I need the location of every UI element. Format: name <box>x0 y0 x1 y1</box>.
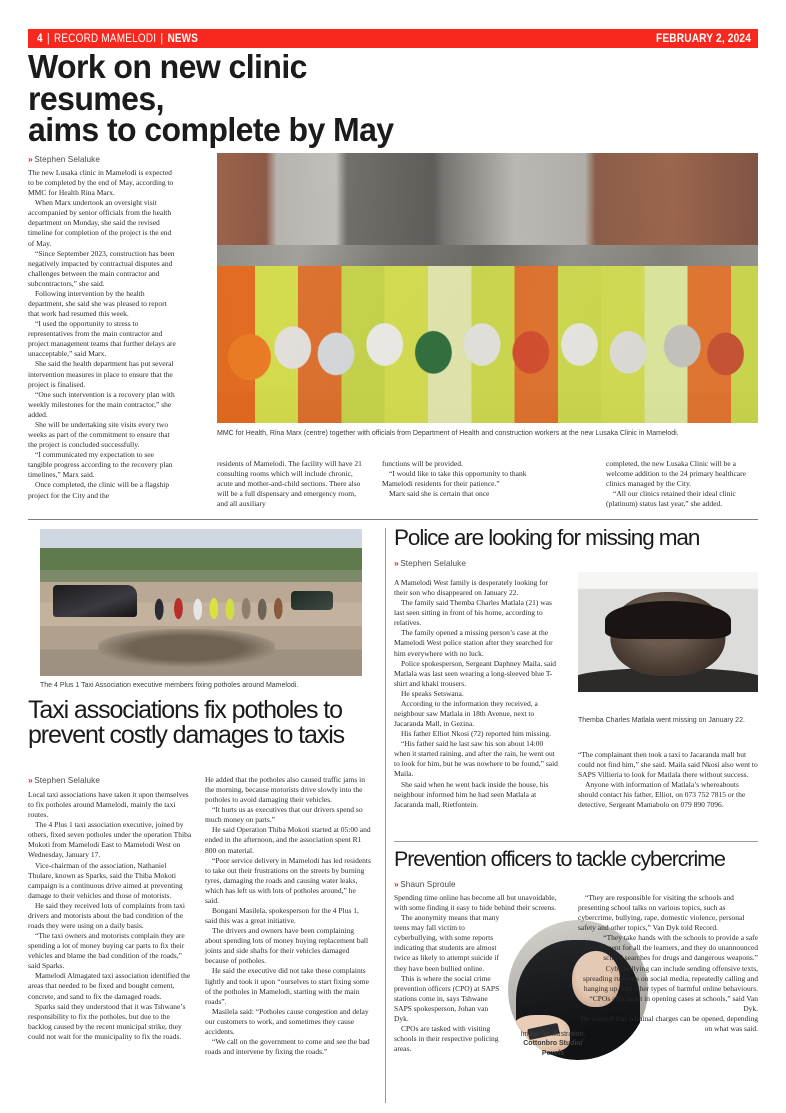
paragraph: He added that the potholes also caused traffic jams in the morning, because motorists drive slowly into the potholes to avoid damaging their vehicles. <box>205 775 366 805</box>
page-number: 4 <box>37 32 43 45</box>
paragraph: “I would like to take this opportunity to thank Mamelodi residents for their patience.” <box>382 469 527 489</box>
paragraph: “CPOs also assist in opening cases at schools,” said Van Dyk. <box>589 993 758 1013</box>
masthead-left <box>37 33 198 45</box>
byline-arrow-icon: » <box>28 775 32 785</box>
paragraph: Bongani Masilela, spokesperson for the 4 Plus 1, said this was a great initiative. <box>205 906 359 926</box>
missing-man-photo <box>578 572 758 692</box>
paragraph: The new Lusaka clinic in Mamelodi is expected to be completed by the end of May, according to MMC for Health Rina Marx. <box>28 168 174 198</box>
paragraph: “Since September 2023, construction has been negatively impacted by contractual disputes and challenges between the main contractor and subcontractors,” she said. <box>28 248 175 288</box>
taxi-headline-line2: prevent costly damages to taxis <box>28 721 345 749</box>
paragraph: He warned that criminal charges can be opened, depending on what was said. <box>580 1013 758 1034</box>
taxi-headline-line1: Taxi associations fix potholes to <box>28 696 342 724</box>
section-name: NEWS <box>167 32 198 45</box>
paragraph: residents of Mamelodi. The facility will have 21 consulting rooms which will include chronic, acute and mother-and-child sections. There also will be a full dispensary and emergency room, and all auxiliary <box>217 459 362 509</box>
cyber-credit-line2: Cottonbro Studio/ <box>523 1040 583 1048</box>
taxi-column-1 <box>28 790 192 1042</box>
missing-column-2 <box>578 750 758 810</box>
issue-date: FEBRUARY 2, 2024 <box>655 32 751 45</box>
taxi-byline <box>28 775 100 785</box>
paragraph: Police spokesperson, Sergeant Daphney Maila, said Matlala was last seen wearing a long-sleeved blue T-shirt and khaki trousers. <box>394 658 557 688</box>
publication-name: RECORD MAMELODI <box>54 32 157 45</box>
paragraph: His father Elliot Nkosi (72) reported him missing. <box>401 729 551 739</box>
paragraph: Spending time online has become all but unavoidable, with some finding it easy to hide behind their screens. <box>394 893 557 913</box>
clinic-column-4 <box>606 459 758 509</box>
cyber-column-2 <box>578 893 758 1034</box>
paragraph: Vice-chairman of the association, Nathaniel Thulare, known as Sparks, said the Thiba Mokoti campaign is a continuous drive aimed at preventing damage to their vehicles and those of motorists. <box>28 860 183 900</box>
paragraph: “It hurts us as executives that our drivers spend so much money on parts.” <box>205 805 363 825</box>
paragraph: “His father said he last saw his son about 14:00 when it started raining, and after the rain, he went out to look for him, but he was nowhere to be found,” said Maila. <box>394 739 558 779</box>
paragraph: She said the health department has put several intervention measures in place to ensure that the project is finalised. <box>28 359 174 389</box>
cyber-photo-credit <box>498 1030 608 1058</box>
missing-photo-topbar <box>578 572 758 588</box>
paragraph: He speaks Setswana. <box>401 688 464 698</box>
paragraph: The drivers and owners have been complaining about spending lots of money buying replacement ball joints and side shafts for their vehicles damaged because of potholes. <box>205 926 369 966</box>
missing-headline: Police are looking for missing man <box>394 525 700 550</box>
cyber-credit-line3: Pexels <box>541 1049 565 1057</box>
paragraph: This is where the social crime prevention officers (CPO) at SAPS stations come in, says Tshwane SAPS spokesperson, Johan van Dyk. <box>394 973 500 1023</box>
paragraph: The 4 Plus 1 taxi association executive, joined by others, fixed seven potholes under the operation Thiba Mokoti from Mamelodi East to Mamelodi West on Wednesday, January 17. <box>28 820 192 860</box>
byline-arrow-icon: » <box>394 558 398 568</box>
paragraph: The anonymity means that many teens may fall victim to cyberbullying, with some reports indicating that students are almost twice as likely to attempt suicide if they have been bullied online. <box>394 913 500 973</box>
cyber-byline-name: Shaun Sproule <box>400 880 456 889</box>
taxi-photo <box>40 529 362 676</box>
missing-photo-hair <box>605 601 731 639</box>
clinic-byline-name: Stephen Selaluke <box>34 155 101 164</box>
vertical-divider-center <box>385 528 386 1103</box>
masthead-separator-1: | <box>46 32 50 45</box>
missing-photo-caption: Themba Charles Matlala went missing on January 22. <box>578 717 745 724</box>
paragraph: He said they received lots of complaints from taxi drivers and motorists about the bad condition of the roads they were using on a daily basis. <box>28 900 185 931</box>
paragraph: Anyone with information of Matlala’s whereabouts should contact his father, Elliot, on 073 752 7815 or the detective, Sergeant Mamabolo on 079 890 7096. <box>578 780 746 810</box>
paragraph: functions will be provided. <box>382 459 463 468</box>
paragraph: A Mamelodi West family is desperately looking for their son who disappeared on January 22. <box>394 578 549 598</box>
taxi-column-2 <box>205 775 371 1057</box>
paragraph: CPOs are tasked with visiting schools in their respective policing areas. <box>394 1024 499 1054</box>
paragraph: “The complainant then took a taxi to Jacaranda mall but could not find him,” she said. Maila said Nkosi also went to SAPS Villieria to look for Matlala there without success. <box>578 750 758 780</box>
paragraph: “Poor service delivery in Mamelodi has led residents to take out their frustrations on the streets by burning tyres, damaging the roads and causing water leaks, which has left us with lots of potholes around,” he said. <box>205 855 371 905</box>
clinic-column-3 <box>382 459 532 499</box>
clinic-photo <box>217 153 758 423</box>
paragraph: The family opened a missing person’s case at the Mamelodi West police station after they searched for him everywhere with no luck. <box>394 628 553 658</box>
paragraph: “I used the opportunity to stress to representatives from the main contractor and project management teams that further delays are unacceptable,” said Marx. <box>28 319 176 359</box>
taxi-photo-caption: The 4 Plus 1 Taxi Association executive members fixing potholes around Mamelodi. <box>40 682 299 689</box>
paragraph: Following intervention by the health department, she said she was pleased to report that work had resumed this week. <box>28 288 167 319</box>
clinic-byline <box>28 154 100 164</box>
paragraph: Local taxi associations have taken it upon themselves to fix potholes around Mamelodi, mainly the taxi routes. <box>28 790 189 820</box>
masthead-bar <box>28 29 758 48</box>
clinic-photo-caption: MMC for Health, Rina Marx (centre) together with officials from Department of Health and construction workers at the new Lusaka Clinic in Mamelodi. <box>217 430 679 437</box>
paragraph: According to the information they received, a neighbour saw Matlala in 18th Avenue, next to Jacaranda Mall, in Gezina. <box>394 698 538 729</box>
paragraph: The family said Themba Charles Matlala (21) was last seen sitting in front of his home, according to relatives. <box>394 598 552 628</box>
clinic-photo-ground <box>217 391 758 423</box>
paragraph: Masilela said: “Potholes cause congestion and delay our customers to work, and sometimes they cause accidents. <box>205 1006 369 1036</box>
paragraph: When Marx undertook an oversight visit accompanied by senior officials from the health department on Monday, she said the revised timeline for completion of the project is the end of May. <box>28 198 172 248</box>
paragraph: completed, the new Lusaka Clinic will be a welcome addition to the 24 primary healthcare clinics managed by the City. <box>606 459 746 489</box>
divider-below-clinic <box>28 519 758 520</box>
paragraph: “The taxi owners and motorists complain they are spending a lot of money buying car parts to fix their vehicles and blame the bad condition of the roads,” said Sparks. <box>28 931 185 971</box>
missing-byline <box>394 558 466 568</box>
missing-byline-name: Stephen Selaluke <box>400 559 467 568</box>
paragraph: “They are responsible for visiting the schools and presenting school talks on various topics, such as cybercrime, bullying, rape, domestic violence, personal safety and other topics,” Van Dyk told Record. <box>578 893 745 933</box>
masthead-separator-2: | <box>160 32 164 45</box>
taxi-byline-name: Stephen Selaluke <box>34 776 101 785</box>
taxi-photo-pothole <box>98 629 275 667</box>
clinic-headline <box>28 48 445 149</box>
byline-arrow-icon: » <box>394 879 398 889</box>
paragraph: “I communicated my expectation to see tangible progress according to the recovery plan timelines,” Marx said. <box>28 450 173 480</box>
paragraph: “They take hands with the schools to provide a safe environment for all the learners, and they do unannounced school searches for drugs and dangerous weapons.” <box>582 933 758 963</box>
paragraph: Sparks said they understood that it was Tshwane’s responsibility to fix the potholes, but due to the backlog caused by the recent municipal strike, they could not wait for the municipality to fix the roads. <box>28 1001 186 1041</box>
paragraph: Mamelodi Almagated taxi association identified the areas that needed to be fixed and bought cement, concrete, and sand to fix the damaged roads. <box>28 971 191 1001</box>
paragraph: Marx said she is certain that once <box>389 489 490 499</box>
taxi-photo-second-car <box>291 591 333 610</box>
paragraph: Once completed, the clinic will be a flagship project for the City and the <box>28 480 170 500</box>
byline-arrow-icon: » <box>28 154 32 164</box>
paragraph: “We call on the government to come and see the bad roads and intervene by fixing the roads.” <box>205 1037 370 1057</box>
paragraph: “One such intervention is a recovery plan with weekly milestones for the main contractor,” she added. <box>28 389 175 419</box>
paragraph: He said Operation Thiba Mokoti started at 05:00 and ended in the afternoon, and the association spent R1 800 on material. <box>205 825 371 855</box>
cyber-headline: Prevention officers to tackle cybercrime <box>394 847 725 871</box>
paragraph: Cyberbullying can include sending offensive texts, spreading rumours on social media, repeatedly calling and hanging up, and other types of harmful online behaviours. <box>583 963 758 993</box>
paragraph: She said when he went back inside the house, his neighbour informed him he had seen Matlala at Jacaranda mall, Rietfontein. <box>394 779 549 809</box>
cyber-credit-line1: Image for illustration. <box>520 1031 586 1038</box>
cyber-byline <box>394 879 456 889</box>
divider-above-cyber <box>394 841 758 842</box>
clinic-column-2 <box>217 459 367 509</box>
paragraph: He said the executive did not take these complaints lightly and took it upon “ourselves to start fixing some of the potholes in Mamelodi, starting with the main roads”. <box>205 966 369 1006</box>
paragraph: She will be undertaking site visits every two weeks as part of the commitment to ensure that the project is concluded successfully. <box>28 419 170 450</box>
missing-column-1 <box>394 578 560 810</box>
paragraph: “All our clinics retained their ideal clinic (platinum) status last year,” she added. <box>606 489 736 509</box>
clinic-column-1 <box>28 168 178 501</box>
clinic-headline-line2: aims to complete by May <box>28 111 394 149</box>
clinic-headline-line1: Work on new clinic resumes, <box>28 48 307 117</box>
taxi-headline <box>28 698 388 748</box>
